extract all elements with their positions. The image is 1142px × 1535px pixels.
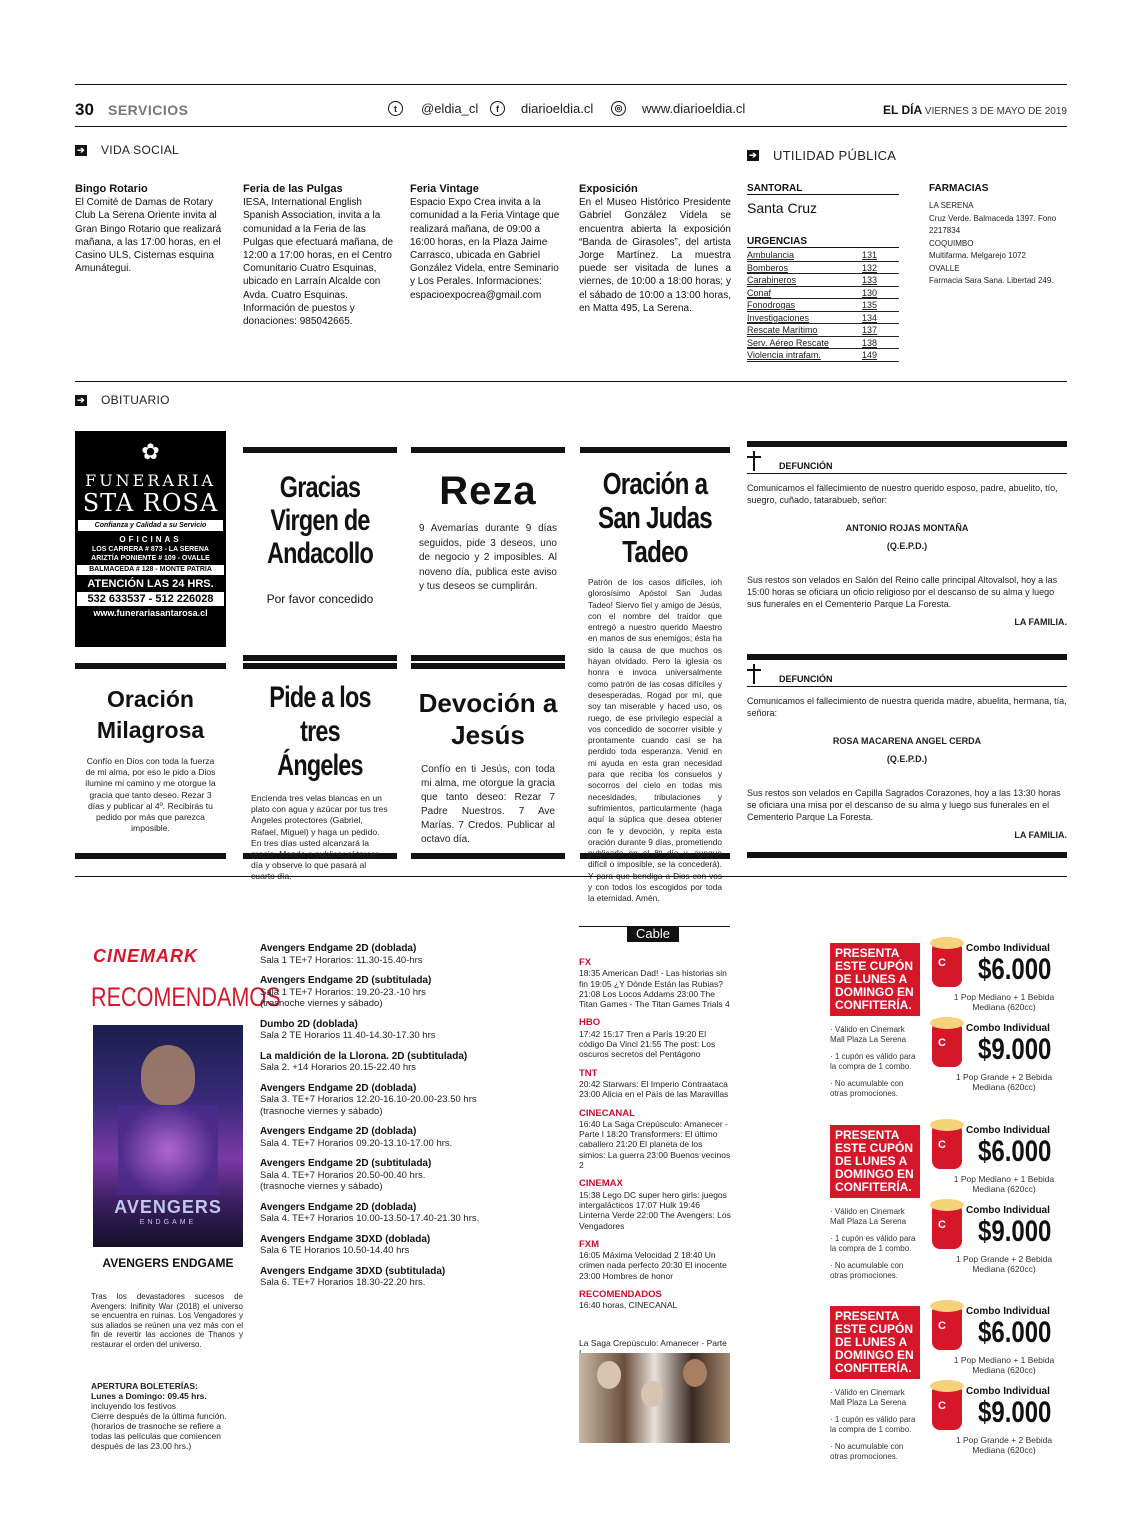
- defuncion-bottom-rule: [747, 852, 1067, 858]
- rose-icon: ✿: [141, 439, 160, 464]
- urgencia-row: Fonodrogas 135: [747, 299, 899, 312]
- atencion-24h: ATENCIÓN LAS 24 HRS.: [87, 578, 214, 590]
- farmacia-line: LA SERENA: [929, 201, 974, 210]
- social-item: Feria de las Pulgas IESA, International English Spanish Association, invita a la comunidad a la Feria de las Pulgas que efectuará mañana, de 12:00 a 17:00 horas, en el Centro Comunitario Cuatro Esquinas, ubicado en Larraín Alcalde con Avda. Cuatro Esquinas. Información de puestos y donaciones: 985042665.: [243, 183, 394, 328]
- brand: EL DÍA: [883, 103, 923, 117]
- coupon-left: PRESENTA ESTE CUPÓN DE LUNES A DOMINGO EN CONFITERÍA. · Válido en Cinemark Mall Plaza La Serena · 1 cupón es válido para la compra de 1 combo. · No acumulable con otras promociones.: [830, 943, 920, 1098]
- apertura-line: incluyendo los festivos: [91, 1401, 177, 1411]
- arrow-icon: ➔: [75, 395, 87, 406]
- urgencias-list: [747, 249, 899, 362]
- combo-desc: 1 Pop Grande + 2 Bebida Mediana (620cc): [955, 1254, 1053, 1274]
- milagrosa-box: [75, 663, 226, 859]
- apertura: APERTURA BOLETERÍAS: Lunes a Domingo: 09.45 hrs. incluyendo los festivos Cierre después de la última función. (horarios de trasnoche se refiere a todas las películas que comiencen después de las 23.00 hrs.): [91, 1381, 243, 1451]
- date: VIERNES 3 DE MAYO DE 2019: [924, 106, 1067, 117]
- cable-listing: [579, 958, 731, 1320]
- coupon-red-text: PRESENTA ESTE CUPÓN DE LUNES A DOMINGO EN CONFITERÍA.: [830, 943, 920, 1016]
- urgencia-row: Rescate Marítimo 137: [747, 324, 899, 337]
- cable-channel: RECOMENDADOS 16:40 horas, CINECANAL: [579, 1289, 678, 1311]
- box-text: Confío en Dios con toda la fuerza de mi alma, por eso le pido a Dios ilumine mi camino y me otorgue la gracia que tanto deseo. Rezar 3 días y publicar al 4º. Recibirás tu pedido por más que parezca imposible.: [85, 756, 216, 834]
- combo-desc: 1 Pop Mediano + 1 Bebida Mediana (620cc): [953, 1355, 1055, 1375]
- price: $6.000: [978, 953, 1052, 986]
- cable-channel: FXM 16:05 Máxima Velocidad 2 18:40 Un crimen nada perfecto 20:30 El inocente 23:00 Hombres de honor: [579, 1238, 727, 1281]
- farmacias-list: [929, 200, 1069, 288]
- box-title: Gracias Virgen de Andacollo: [266, 471, 374, 570]
- santoral-value: Santa Cruz: [747, 200, 818, 216]
- arrow-icon: ➔: [747, 150, 759, 161]
- cross-icon: [747, 664, 761, 684]
- coupon-left: PRESENTA ESTE CUPÓN DE LUNES A DOMINGO EN CONFITERÍA. · Válido en Cinemark Mall Plaza La Serena · 1 cupón es válido para la compra de 1 combo. · No acumulable con otras promociones.: [830, 1306, 920, 1461]
- recommended-film: La Saga Crepúsculo: Amanecer - Parte: [579, 1338, 727, 1348]
- poster-face: [141, 1045, 195, 1105]
- combo-offer: C Combo Individual $9.000 1 Pop Grande + 2 Bebida Mediana (620cc): [928, 1023, 1068, 1101]
- funeraria-tagline: Confianza y Calidad a su Servicio: [78, 520, 223, 531]
- farmacia-line: Farmacia Sara Sana. Libertad 249.: [929, 276, 1054, 285]
- popcorn-icon: C: [932, 1207, 962, 1249]
- film-entry: Dumbo 2D (doblada) Sala 2 TE Horarios 11.40-14.30-17.30 hrs: [260, 1018, 436, 1041]
- funeraria-line2: STA ROSA: [82, 489, 219, 517]
- urgencia-row: Ambulancia 131: [747, 249, 899, 262]
- deceased-name: ROSA MACARENA ANGEL CERDA: [832, 736, 982, 746]
- gracias-box: [243, 447, 397, 661]
- urgencia-row: Serv. Aéreo Rescate 138: [747, 337, 899, 350]
- combo-offer: C Combo Individual $9.000 1 Pop Grande + 2 Bebida Mediana (620cc): [928, 1205, 1068, 1283]
- address-2: ARIZTÍA PONIENTE # 109 - OVALLE: [91, 555, 210, 562]
- box-title: Oración Milagrosa: [96, 686, 205, 743]
- arrow-icon: ➔: [75, 145, 87, 156]
- social-item: Bingo Rotario El Comité de Damas de Rotary Club La Serena Oriente invita al Gran Bingo Rotario que realizará mañana, a las 17:00 horas, en el Casino ULS, Cisternas esquina Amunátegui.: [75, 183, 222, 275]
- film-schedule: [260, 943, 510, 1289]
- facebook-text: diarioeldia.cl: [521, 101, 594, 116]
- coupon-red-text: PRESENTA ESTE CUPÓN DE LUNES A DOMINGO EN CONFITERÍA.: [830, 1125, 920, 1198]
- social-item: Feria Vintage Espacio Expo Crea invita a la comunidad a la Feria Vintage que realizará mañana, de 09:00 a 16:00 horas, en la Plaza Jaime Carrasco, ubicada en Gabriel González Videla, entre Seminario y Los Perales. Informaciones: espacioexpocrea@gmail.com: [410, 183, 560, 301]
- vida-social-header: ➔ VIDA SOCIAL: [75, 143, 179, 157]
- popcorn-icon: C: [932, 1025, 962, 1067]
- urgencia-row: Violencia intrafam. 149: [747, 349, 899, 362]
- price: $9.000: [978, 1215, 1052, 1248]
- combo-offer: C Combo Individual $9.000 1 Pop Grande + 2 Bebida Mediana (620cc): [928, 1386, 1068, 1464]
- combo-desc: 1 Pop Mediano + 1 Bebida Mediana (620cc): [953, 992, 1055, 1012]
- film-entry: Avengers Endgame 2D (doblada) Sala 4. TE+7 Horarios 10.00-13.50-17.40-21.30 hrs.: [260, 1201, 480, 1224]
- film-entry: Avengers Endgame 2D (doblada) Sala 1 TE+7 Horarios: 11.30-15.40-hrs: [260, 943, 423, 966]
- urgencias-label: URGENCIAS: [747, 236, 899, 248]
- box-text: 9 Avemarías durante 9 días seguidos, pide 3 deseos, uno de negocio y 2 imposibles. Al noveno día, publica este aviso y tus deseos se cumplirán.: [419, 523, 557, 592]
- farmacia-line: Multifarma. Melgarejo 1072: [929, 251, 1026, 260]
- social-item: Exposición En el Museo Histórico Presidente Gabriel González Videla se encuentra abierta la exposición “Banda de Girasoles”, del artista Jorge Martínez. La muestra puede ser visitada de lunes a viernes, de 10:00 a 18:00 horas; y el sábado de 10:00 a 13:00 horas, en Matta 495, La Serena.: [579, 183, 731, 314]
- santoral-label: SANTORAL: [747, 183, 899, 195]
- box-title: Reza: [439, 469, 537, 513]
- utilidad-header: ➔ UTILIDAD PÚBLICA: [747, 148, 896, 163]
- facebook-handle: [490, 101, 593, 116]
- box-title: Pide a los tres Ángeles: [269, 681, 371, 782]
- film-entry: Avengers Endgame 3DXD (doblada) Sala 6 TE Horarios 10.50-14.40 hrs: [260, 1233, 431, 1256]
- judas-box: [580, 447, 730, 904]
- cable-channel: CINECANAL 16:40 La Saga Crepúsculo: Amanecer - Parte I 18:20 Transformers: El último caballero 21:20 El planeta de los simios: La guerra 23:00 Buenos vecinos 2: [579, 1107, 731, 1171]
- section-name: SERVICIOS: [108, 102, 189, 118]
- box-text: Patrón de los casos difíciles, ioh glorosísimo Apóstol San Judas Tadeo! Siervo fiel y amigo de Jesús, con el nombre del traidor que entregó a nuestro querido Maestro en manos de sus enemigos; ésta ha sido la causa de que muchos os hayan olvidado. Pero la iglesia os honra e invoca universalmente como patrón de las cosas difíciles y desesperadas. Rogad por mí, que soy tan miserable y haced uso, os ruego, de ese privilegio especial a vos concedido de socorrer visible y prontamente cuando casi se ha perdido toda esperanza. Venid en mi ayuda en esta gran necesidad para que reciba los consuelos y socorros del cielo en todas mis necesidades, tribulaciones y sufrimientos, particularmente (haga aquí la súplica que desea obtener con fe y devoción, y repita esta oración durante 9 días, prometiendo publicarla en el 8º día y, aunque difícil o imposible, se la concederá). y con todos los escogidos por toda la eternidad. Amén.: [588, 577, 722, 904]
- globe-icon: ◎: [611, 101, 626, 116]
- combo-desc: 1 Pop Grande + 2 Bebida Mediana (620cc): [955, 1072, 1053, 1092]
- popcorn-icon: C: [932, 1388, 962, 1430]
- funeraria-web: www.funerariasantarosa.cl: [93, 608, 208, 618]
- combo-offer: C Combo Individual $6.000 1 Pop Mediano + 1 Bebida Mediana (620cc): [928, 943, 1068, 1021]
- devocion-box: [411, 663, 565, 859]
- cable-channel: TNT 20:42 Starwars: El Imperio Contraataca 23:00 Alicia en el País de las Maravillas: [579, 1067, 729, 1100]
- urgencia-row: Carabineros 133: [747, 274, 899, 287]
- combo-desc: 1 Pop Mediano + 1 Bebida Mediana (620cc): [953, 1174, 1055, 1194]
- combo-offer: C Combo Individual $6.000 1 Pop Mediano + 1 Bebida Mediana (620cc): [928, 1125, 1068, 1203]
- price: $6.000: [978, 1135, 1052, 1168]
- box-text: Por favor concedido: [266, 592, 374, 606]
- farmacias-label: FARMACIAS: [929, 183, 989, 194]
- cable-title: Cable: [627, 926, 679, 942]
- cable-channel: HBO 17:42 15:17 Tren a París 19:20 El código Da Vinci 21:55 The post: Los oscuros secretos del Pentágono: [579, 1017, 716, 1060]
- film-entry: Avengers Endgame 2D (doblada) Sala 4. TE+7 Horarios 09.20-13.10-17.00 hrs.: [260, 1126, 453, 1149]
- film-entry: Avengers Endgame 2D (subtitulada) Sala 4. TE+7 Horarios 20.50-00.40 hrs. (trasnoche viernes y sábado): [260, 1158, 432, 1192]
- box-title: Devoción a Jesús: [418, 688, 558, 750]
- film-entry: Avengers Endgame 2D (subtitulada) Sala 1 TE+7 Horarios: 19.20-23.-10 hrs (trasnoche viernes y sábado): [260, 975, 432, 1009]
- poster-title: AVENGERS: [114, 1197, 222, 1217]
- obituario-header: ➔ OBITUARIO: [75, 393, 170, 407]
- film-entry: Avengers Endgame 2D (doblada) Sala 3. TE+7 Horarios 12.20-16.10-20.00-23.50 hrs (trasnoche viernes y sábado): [260, 1082, 477, 1117]
- reza-box: [411, 447, 565, 661]
- combo-desc: 1 Pop Grande + 2 Bebida Mediana (620cc): [955, 1435, 1053, 1455]
- website-text: www.diarioeldia.cl: [642, 101, 746, 116]
- still-face-3: [683, 1359, 707, 1387]
- urgencia-row: Conaf 130: [747, 287, 899, 300]
- farmacia-line: OVALLE: [929, 263, 960, 273]
- cinemark-logo: CINEMARK: [93, 946, 198, 966]
- defuncion-1: DEFUNCIÓN Comunicamos el fallecimiento de nuestro querido esposo, padre, abuelito, tío, suegro, cuñado, tatarabueb, señor: ANTONIO ROJAS MONTAÑA (Q.E.P.D.) Sus restos son velados en Salón del Reino calle principal Altovalsol, hoy a las 15:00 horas se oficiara un oficio religioso por el descanso de su alma y luego sus funerales en el Cementerio Parque La Foresta. LA FAMILIA.: [747, 441, 1067, 628]
- twilight-still: [579, 1353, 730, 1443]
- film-entry: La maldición de la Llorona. 2D (subtitulada) Sala 2. +14 Horarios 20.15-22.40 hrs: [260, 1050, 468, 1073]
- page-number: 30: [75, 100, 94, 119]
- apertura-line: (horarios de trasnoche se refiere a todas las películas que comiencen después de las 23.00 hrs.): [91, 1421, 221, 1451]
- poster-heroes: [118, 1105, 218, 1195]
- defuncion-2: DEFUNCIÓN Comunicamos el fallecimiento de nuestra querida madre, abuelita, hermana, tía, señora: ROSA MACARENA ANGEL CERDA (Q.E.P.D.) Sus restos son velados en Capilla Sagrados Corazones, hoy a las 13:30 horas se oficiara una misa por el descanso de su alma y luego sus funerales en el Cementerio Parque La Foresta. LA FAMILIA.: [747, 654, 1067, 841]
- combo-offer: C Combo Individual $6.000 1 Pop Mediano + 1 Bebida Mediana (620cc): [928, 1306, 1068, 1384]
- box-title: Oración a San Judas Tadeo: [598, 466, 712, 569]
- funeraria-line1: FUNERARIA: [85, 471, 216, 490]
- recomendamos-title: RECOMENDAMOS: [91, 982, 281, 1012]
- price: $6.000: [978, 1316, 1052, 1349]
- address-1: LOS CARRERA # 873 - LA SERENA: [92, 546, 209, 553]
- price: $9.000: [978, 1396, 1052, 1429]
- avengers-poster: [93, 1025, 243, 1247]
- synopsis: Tras los devastadores sucesos de Avengers: Inifinity War (2018) el universo se encuentra en ruinas. Los Vengadores y sus aliados se reúnen una vez más con el fin de revertir las acciones de Thanos y restaurar el orden del universo.: [91, 1292, 243, 1349]
- popcorn-icon: C: [932, 945, 962, 987]
- popcorn-icon: C: [932, 1308, 962, 1350]
- funeraria-phones: 532 633537 - 512 226028: [77, 592, 224, 606]
- oficinas-label: OFICINAS: [119, 535, 182, 544]
- apertura-lines: [91, 1401, 243, 1451]
- twitter-text: @eldia_cl: [421, 101, 479, 116]
- website: [611, 101, 745, 116]
- movie-title: AVENGERS ENDGAME: [102, 1256, 234, 1270]
- urgencia-row: Investigaciones 134: [747, 312, 899, 325]
- coupon-left: PRESENTA ESTE CUPÓN DE LUNES A DOMINGO EN CONFITERÍA. · Válido en Cinemark Mall Plaza La Serena · 1 cupón es válido para la compra de 1 combo. · No acumulable con otras promociones.: [830, 1125, 920, 1280]
- urgencia-row: Bomberos 132: [747, 262, 899, 275]
- poster-subtitle: ENDGAME: [139, 1219, 197, 1226]
- popcorn-icon: C: [932, 1127, 962, 1169]
- angeles-box: [243, 663, 397, 871]
- cross-icon: [747, 451, 761, 471]
- price: $9.000: [978, 1033, 1052, 1066]
- cable-channel: CINEMAX 15:38 Lego DC super hero girls: juegos intergalácticos 17:07 Hulk 19:46 Linterna Verde 22:00 The Avengers: Los Vengadores: [579, 1178, 731, 1231]
- box-text: Encienda tres velas blancas en un plato con agua y azúcar por tus tres Ángeles protectores (Gabriel, Rafael, Miguel) y haga un pedido. En tres días usted alcanzará la gracia. Mande a publicar al tercer día y observe lo que pasará al: [251, 793, 388, 871]
- farmacia-line: COQUIMBO: [929, 238, 974, 248]
- masthead-date: [883, 103, 1067, 117]
- farmacia-line: Cruz Verde. Balmaceda 1397. Fono 2217834: [929, 213, 1057, 235]
- coupon-red-text: PRESENTA ESTE CUPÓN DE LUNES A DOMINGO EN CONFITERÍA.: [830, 1306, 920, 1379]
- twitter-icon: t: [388, 101, 403, 116]
- facebook-icon: f: [490, 101, 505, 116]
- still-face-1: [597, 1361, 621, 1389]
- film-entry: Avengers Endgame 3DXD (subtitulada) Sala 6. TE+7 Horarios 18.30-22.20 hrs.: [260, 1265, 446, 1288]
- box-text: Confío en ti Jesús, con toda mi alma, me otorgue la gracia que tanto deseo: Rezar 7 Padre Nuestros. 7 Ave Marías. 7 Credos. Publicar al octavo día.: [421, 764, 555, 845]
- still-face-2: [641, 1381, 663, 1407]
- apertura-line: Cierre después de la última función.: [91, 1411, 227, 1421]
- deceased-name: ANTONIO ROJAS MONTAÑA: [845, 523, 969, 533]
- address-3: BALMACEDA # 128 - MONTE PATRIA: [77, 565, 224, 575]
- funeraria-ad: [75, 431, 226, 647]
- cable-channel: FX 18:35 American Dad! - Las historias sin fin 19:05 ¿Y Dónde Están las Rubias? 21:08 Los Locos Addams 23:00 The Titan Games - The Titan Games Trials 4: [579, 957, 730, 1010]
- twitter-handle: [388, 101, 478, 116]
